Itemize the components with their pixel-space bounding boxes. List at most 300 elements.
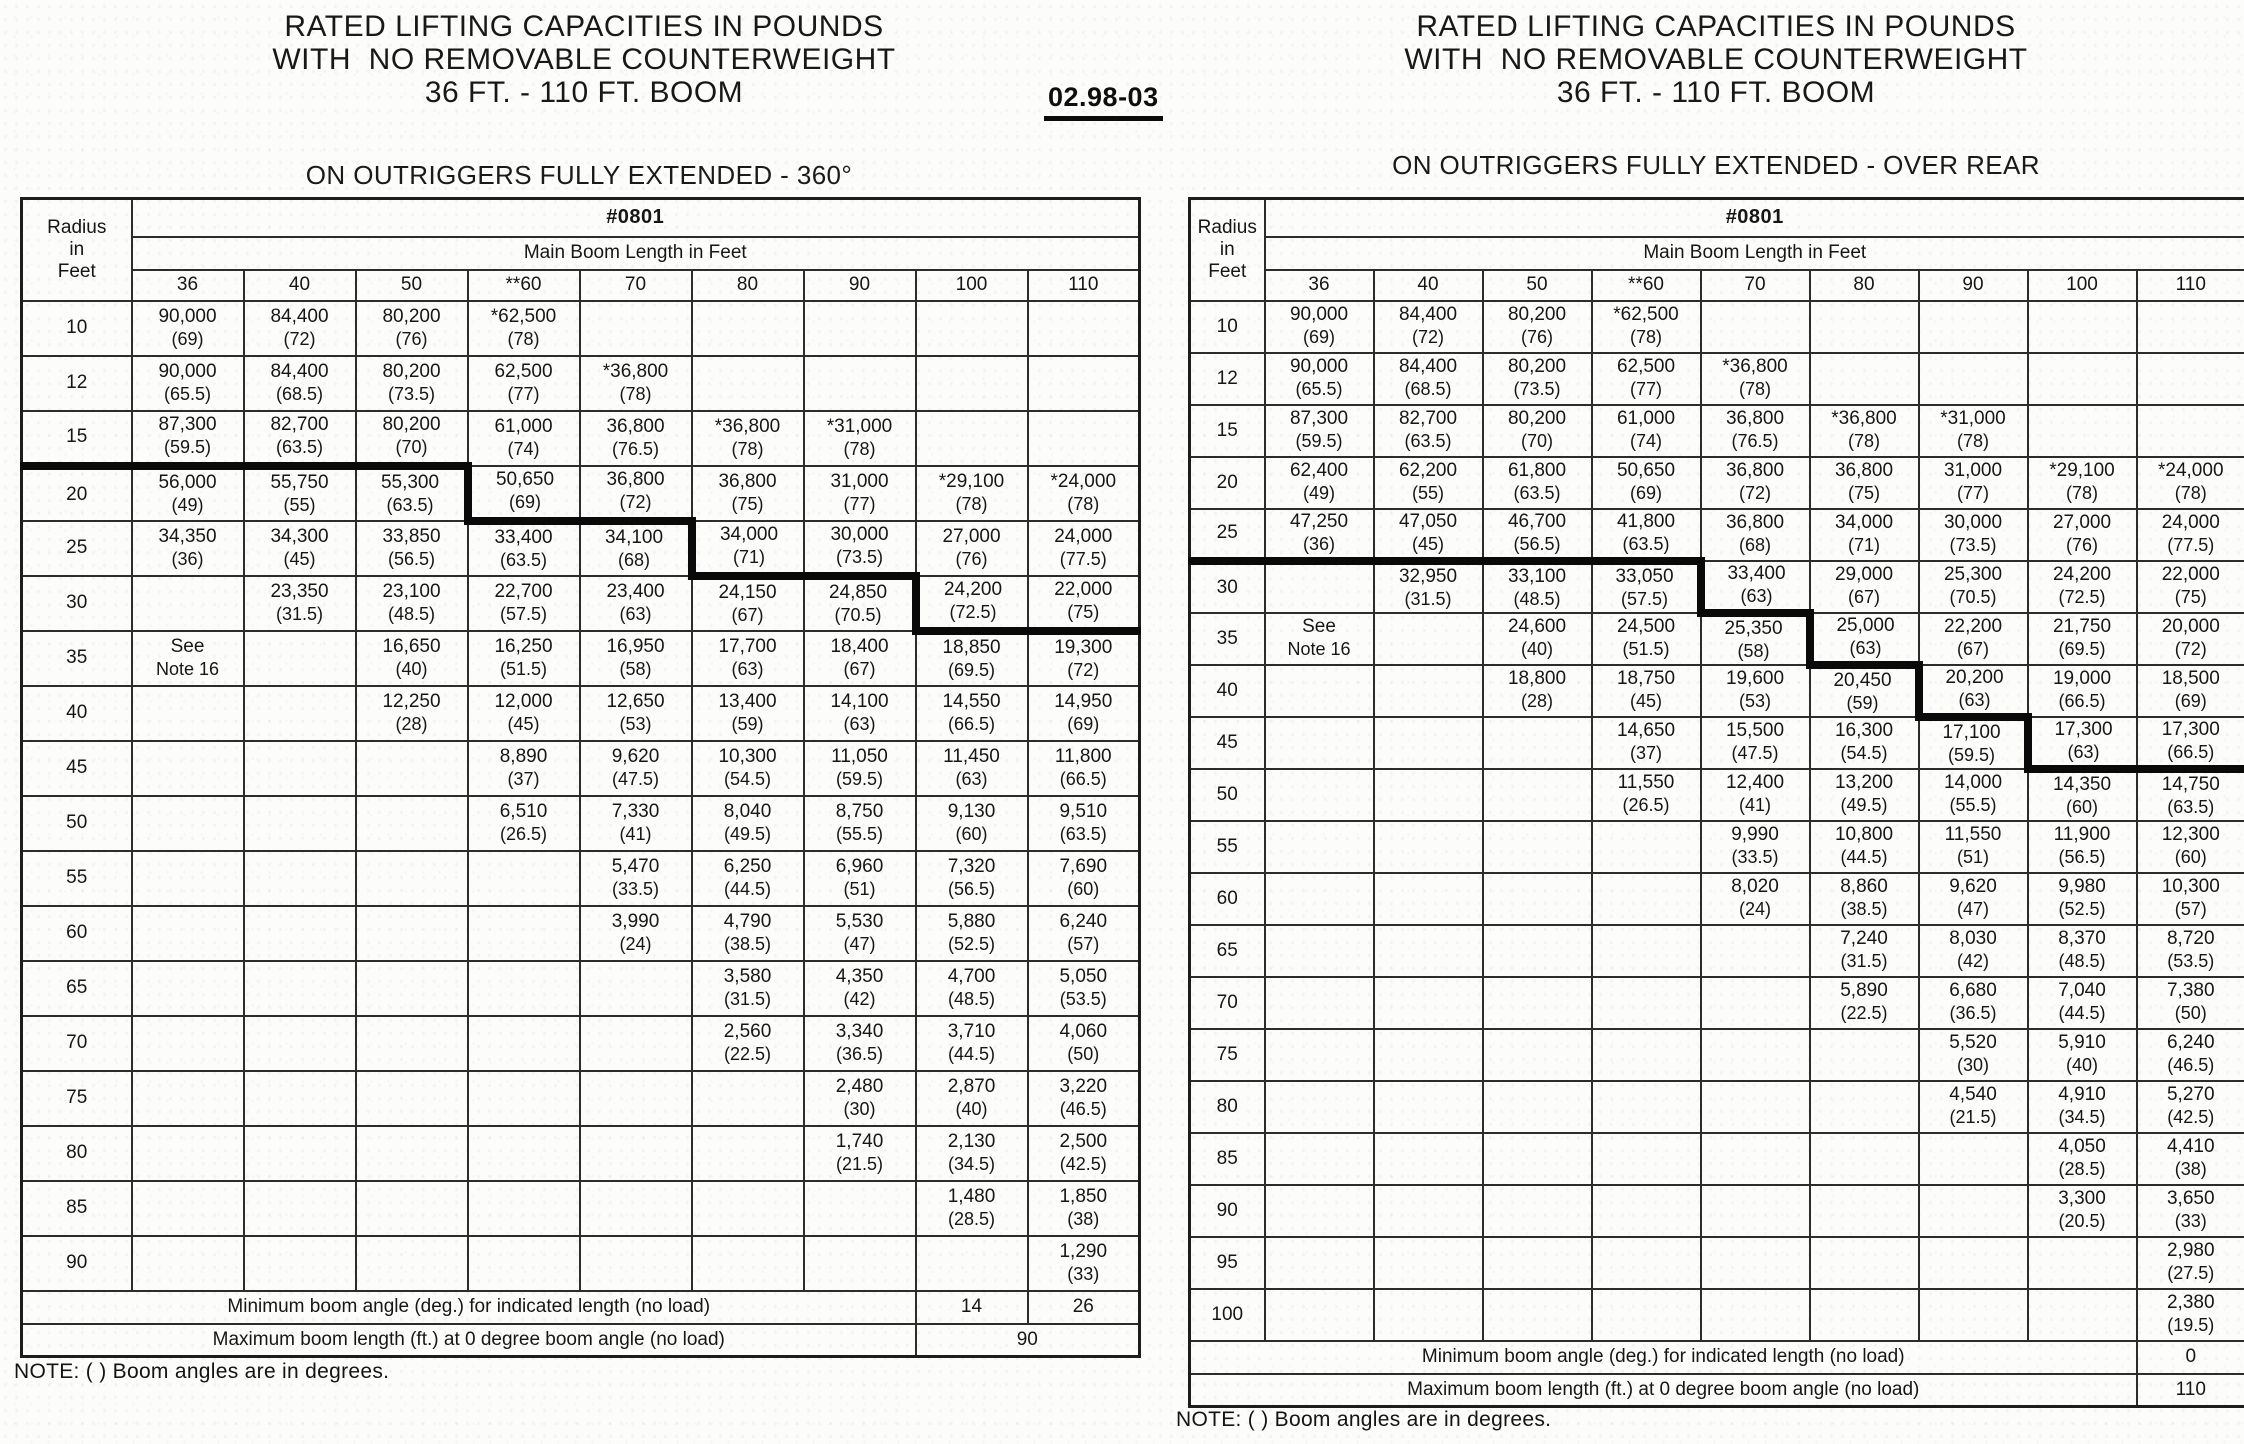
capacity-value: 61,800	[1507, 460, 1567, 481]
capacity-value: 10,800	[1834, 824, 1894, 845]
capacity-cell	[804, 576, 916, 631]
capacity-cell	[2137, 873, 2244, 925]
capacity-cell	[1374, 457, 1483, 509]
capacity-value: 11,800	[1054, 745, 1112, 767]
capacity-value: 4,350	[835, 965, 884, 987]
table-row	[1190, 405, 2244, 457]
capacity-cell-empty	[1592, 1289, 1701, 1341]
capacity-cell	[692, 906, 804, 961]
boom-angle: (40)	[395, 658, 428, 679]
boom-angle: (26.5)	[1622, 795, 1670, 815]
capacity-value: 50,650	[1616, 460, 1676, 481]
capacity-value: 82,700	[1398, 408, 1458, 429]
boom-angle: (36.5)	[835, 1043, 884, 1064]
capacity-table-over-rear	[1188, 197, 2244, 1408]
footer-row	[1190, 1341, 2244, 1374]
capacity-cell-empty	[468, 961, 580, 1016]
radius-cell: 15	[1190, 405, 1265, 457]
boom-length-header: 36	[1265, 270, 1374, 301]
boom-angle: (76)	[2065, 535, 2098, 555]
boom-angle: (71)	[732, 547, 765, 567]
capacity-cell	[1483, 613, 1592, 665]
capacity-value: 25,350	[1724, 617, 1783, 639]
capacity-cell-empty	[692, 1126, 804, 1181]
boom-angle: (40)	[955, 1098, 988, 1119]
table-row	[1190, 977, 2244, 1029]
boom-angle: (72)	[1411, 327, 1444, 347]
boom-angle: (77.5)	[1059, 548, 1107, 569]
capacity-cell	[468, 521, 580, 576]
boom-angle: (63.5)	[1404, 431, 1452, 451]
boom-angle: (65.5)	[1295, 379, 1343, 399]
capacity-value: 4,910	[2058, 1084, 2106, 1105]
capacity-cell-empty	[1592, 873, 1701, 925]
boom-angle: (78)	[1847, 431, 1880, 451]
capacity-cell	[1028, 1181, 1140, 1236]
boom-angle: (33)	[2174, 1211, 2207, 1231]
capacity-value: 14,750	[2161, 773, 2220, 795]
boom-angle: (49)	[1302, 483, 1335, 503]
capacity-cell-empty	[580, 301, 692, 356]
capacity-value: 20,000	[2161, 616, 2220, 637]
capacity-cell-empty	[1701, 1133, 1810, 1185]
capacity-value: *36,800	[1831, 408, 1897, 429]
boom-angle: (77.5)	[2167, 535, 2215, 555]
capacity-value: 36,800	[606, 415, 665, 437]
boom-angle: (63.5)	[1059, 823, 1107, 844]
boom-angle: (21.5)	[835, 1153, 884, 1174]
capacity-cell-empty	[1701, 301, 1810, 353]
capacity-cell-empty	[1919, 353, 2028, 405]
boom-angle: (47.5)	[1731, 743, 1779, 763]
boom-angle: (77)	[1956, 483, 1989, 503]
model-header: #0801	[132, 199, 1140, 237]
capacity-cell	[132, 301, 244, 356]
capacity-value: 13,200	[1834, 772, 1894, 793]
boom-angle: (67)	[1847, 587, 1880, 607]
capacity-cell	[2028, 977, 2137, 1029]
capacity-value: 8,750	[835, 800, 884, 822]
boom-angle: (19.5)	[2167, 1315, 2215, 1335]
capacity-cell	[468, 466, 580, 521]
capacity-value: 1,290	[1059, 1240, 1108, 1262]
capacity-value: 5,470	[611, 855, 660, 877]
capacity-cell-empty	[1810, 1133, 1919, 1185]
capacity-cell-empty	[1701, 1289, 1810, 1341]
capacity-cell	[132, 521, 244, 576]
capacity-value: 17,700	[718, 635, 777, 657]
capacity-cell-empty	[356, 1181, 468, 1236]
capacity-cell-empty	[1265, 821, 1374, 873]
capacity-value: 14,350	[2052, 773, 2112, 795]
boom-length-header: **60	[468, 270, 580, 301]
capacity-value: 2,870	[947, 1075, 996, 1097]
capacity-cell	[1919, 405, 2028, 457]
boom-angle: (70.5)	[834, 605, 882, 625]
capacity-cell-empty	[916, 356, 1028, 411]
capacity-cell	[916, 961, 1028, 1016]
capacity-cell	[2028, 665, 2137, 717]
capacity-cell	[1919, 873, 2028, 925]
capacity-cell	[580, 796, 692, 851]
capacity-cell-empty	[1592, 1185, 1701, 1237]
capacity-value: 16,300	[1834, 720, 1894, 741]
radius-cell: 70	[22, 1016, 132, 1071]
boom-angle: (41)	[1738, 795, 1771, 815]
capacity-cell	[1028, 631, 1140, 686]
capacity-value: 87,300	[158, 414, 217, 435]
capacity-cell-empty	[132, 1016, 244, 1071]
capacity-cell	[580, 741, 692, 796]
capacity-cell	[692, 576, 804, 631]
capacity-value: 80,200	[1507, 304, 1567, 325]
table-row	[22, 1071, 1140, 1126]
radius-cell: 50	[1190, 769, 1265, 821]
boom-angle: (36)	[1302, 533, 1335, 554]
capacity-cell	[2137, 1237, 2244, 1289]
capacity-cell	[580, 631, 692, 686]
capacity-value: 12,650	[606, 690, 665, 712]
capacity-cell-empty	[692, 1071, 804, 1126]
boom-angle: (74)	[1629, 431, 1662, 451]
capacity-value: 12,300	[2161, 824, 2220, 845]
capacity-cell	[356, 466, 468, 521]
capacity-cell-empty	[1483, 717, 1592, 769]
capacity-value: 20,450	[1833, 669, 1892, 691]
capacity-cell-empty	[244, 796, 356, 851]
footer-label: Minimum boom angle (deg.) for indicated length (no load)	[22, 1291, 916, 1324]
capacity-value: 3,580	[723, 965, 772, 987]
capacity-cell-empty	[1483, 1081, 1592, 1133]
boom-angle: (72)	[1067, 660, 1100, 680]
capacity-cell	[804, 796, 916, 851]
capacity-value: 3,990	[611, 910, 660, 932]
table-row	[22, 411, 1140, 466]
boom-angle: (40)	[2065, 1055, 2098, 1075]
table-row	[22, 741, 1140, 796]
table-row	[22, 796, 1140, 851]
capacity-value: 5,880	[947, 910, 996, 932]
capacity-cell	[1374, 301, 1483, 353]
capacity-cell	[2137, 665, 2244, 717]
boom-angle: (47)	[843, 933, 876, 954]
capacity-cell-empty	[1701, 1081, 1810, 1133]
table-row	[22, 906, 1140, 961]
capacity-cell	[580, 906, 692, 961]
boom-angle: (31.5)	[1840, 951, 1888, 971]
capacity-cell	[2028, 769, 2137, 821]
capacity-value: 8,720	[2166, 928, 2215, 949]
capacity-cell	[1592, 509, 1701, 561]
capacity-cell-empty	[916, 1236, 1028, 1291]
boom-angle: (66.5)	[2167, 741, 2215, 762]
boom-angle: (52.5)	[2058, 899, 2106, 919]
capacity-value: 27,000	[2052, 512, 2112, 533]
boom-length-header: 90	[804, 270, 916, 301]
table-row	[1190, 925, 2244, 977]
boom-angle: (59)	[731, 713, 764, 734]
capacity-cell	[1810, 717, 1919, 769]
capacity-cell-empty	[1701, 977, 1810, 1029]
capacity-value: 34,000	[719, 524, 779, 545]
capacity-value: 4,700	[947, 965, 996, 987]
capacity-cell	[1701, 873, 1810, 925]
table-row	[1190, 1081, 2244, 1133]
boom-angle: (58)	[619, 658, 652, 679]
capacity-cell	[692, 631, 804, 686]
boom-angle: (63)	[2067, 741, 2100, 762]
radius-cell: 35	[22, 631, 132, 686]
boom-angle: (38)	[1067, 1208, 1100, 1229]
capacity-cell-empty	[1483, 1289, 1592, 1341]
footer-label: Maximum boom length (ft.) at 0 degree boom angle (no load)	[1190, 1374, 2137, 1407]
capacity-cell	[1028, 466, 1140, 521]
capacity-cell	[1701, 821, 1810, 873]
capacity-cell	[468, 356, 580, 411]
title-line: WITH NO REMOVABLE COUNTERWEIGHT	[272, 43, 896, 76]
capacity-cell-empty	[580, 961, 692, 1016]
boom-angle: (47.5)	[611, 768, 660, 789]
capacity-value: 18,400	[830, 635, 889, 657]
boom-angle: (49)	[171, 495, 204, 515]
capacity-cell-empty	[1374, 925, 1483, 977]
capacity-value: 5,520	[1949, 1032, 1997, 1053]
radius-cell: 90	[22, 1236, 132, 1291]
radius-cell: 12	[22, 356, 132, 411]
capacity-cell	[916, 1016, 1028, 1071]
boom-angle: (60)	[1067, 878, 1100, 899]
radius-cell: 60	[1190, 873, 1265, 925]
boom-angle: (34.5)	[2058, 1107, 2106, 1127]
capacity-value: 18,500	[2161, 668, 2220, 689]
capacity-value: 7,380	[2166, 980, 2215, 1001]
capacity-cell-empty	[1028, 356, 1140, 411]
capacity-cell-empty	[2137, 405, 2244, 457]
boom-angle: (68.5)	[1404, 379, 1452, 399]
capacity-value: 80,200	[382, 305, 441, 327]
capacity-cell	[916, 631, 1028, 686]
table-row	[22, 851, 1140, 906]
capacity-value: 46,700	[1507, 510, 1567, 532]
boom-angle: (78)	[1956, 431, 1989, 451]
capacity-cell-empty	[132, 686, 244, 741]
capacity-cell	[1919, 509, 2028, 561]
boom-angle: (75)	[731, 493, 764, 514]
capacity-cell-empty	[1701, 1185, 1810, 1237]
radius-cell: 20	[1190, 457, 1265, 509]
boom-angle: (74)	[507, 438, 540, 459]
capacity-value: 9,510	[1059, 800, 1108, 822]
capacity-cell	[356, 301, 468, 356]
capacity-value: 30,000	[1943, 512, 2003, 533]
capacity-cell	[1592, 457, 1701, 509]
capacity-cell	[1919, 717, 2028, 769]
capacity-cell-empty	[1810, 1081, 1919, 1133]
capacity-value: 34,000	[1834, 512, 1894, 533]
capacity-value: 90,000	[1289, 356, 1349, 377]
boom-angle: (45)	[1629, 691, 1662, 711]
capacity-cell	[1028, 906, 1140, 961]
capacity-cell	[2028, 821, 2137, 873]
capacity-value: 24,600	[1507, 616, 1567, 637]
table-row	[22, 1016, 1140, 1071]
capacity-cell-empty	[580, 1071, 692, 1126]
title-line: 36 FT. - 110 FT. BOOM	[1556, 76, 1876, 109]
capacity-cell	[2137, 457, 2244, 509]
boom-angle: Note 16	[155, 658, 220, 679]
capacity-value: 29,000	[1834, 564, 1894, 585]
capacity-cell-empty	[468, 906, 580, 961]
boom-angle: (44.5)	[1840, 847, 1888, 867]
capacity-value: 12,250	[382, 690, 441, 712]
boom-angle: (78)	[1067, 493, 1100, 514]
boom-angle: (54.5)	[723, 768, 772, 789]
table-row	[22, 686, 1140, 741]
boom-angle: (33.5)	[611, 878, 660, 899]
boom-angle: (70)	[1520, 431, 1553, 451]
capacity-cell-empty	[244, 1126, 356, 1181]
boom-angle: (28.5)	[2058, 1159, 2106, 1179]
capacity-cell	[916, 686, 1028, 741]
footer-value: 14	[916, 1291, 1028, 1324]
capacity-cell	[580, 851, 692, 906]
capacity-cell	[1701, 457, 1810, 509]
boom-angle: (38.5)	[723, 933, 772, 954]
boom-angle: (20.5)	[2058, 1211, 2106, 1231]
capacity-cell	[1265, 509, 1374, 561]
capacity-value: 6,960	[835, 855, 884, 877]
capacity-cell-empty	[1374, 1029, 1483, 1081]
capacity-value: 24,850	[828, 582, 888, 603]
capacity-cell-empty	[916, 411, 1028, 466]
capacity-cell	[1810, 873, 1919, 925]
capacity-value: 6,680	[1949, 980, 1997, 1001]
capacity-cell	[2028, 561, 2137, 613]
boom-angle: (76.5)	[611, 438, 660, 459]
capacity-value: 34,300	[270, 525, 329, 547]
radius-cell: 75	[1190, 1029, 1265, 1081]
capacity-cell-empty	[2028, 405, 2137, 457]
left-table-note: NOTE: ( ) Boom angles are in degrees.	[14, 1360, 390, 1383]
capacity-cell	[468, 576, 580, 631]
capacity-value: 36,800	[606, 469, 665, 490]
capacity-value: 21,750	[2052, 616, 2112, 637]
boom-angle: (68.5)	[275, 383, 324, 404]
capacity-cell	[1483, 457, 1592, 509]
capacity-cell	[1028, 741, 1140, 796]
boom-angle: (59.5)	[835, 768, 884, 789]
capacity-value: *31,000	[826, 415, 893, 437]
capacity-cell	[1028, 521, 1140, 576]
capacity-value: 50,650	[495, 469, 555, 490]
capacity-value: 10,300	[718, 745, 777, 767]
boom-angle: (57)	[2174, 899, 2207, 919]
capacity-value: 2,480	[835, 1075, 884, 1097]
capacity-cell-empty	[1483, 1029, 1592, 1081]
boom-angle: (51.5)	[1622, 639, 1670, 659]
capacity-cell	[468, 796, 580, 851]
capacity-cell	[1701, 405, 1810, 457]
boom-angle: (53.5)	[2167, 951, 2215, 971]
model-header: #0801	[1265, 199, 2244, 237]
capacity-cell-empty	[1810, 1029, 1919, 1081]
boom-angle: (42.5)	[2167, 1107, 2215, 1127]
boom-length-header: 100	[916, 270, 1028, 301]
capacity-cell-empty	[1592, 821, 1701, 873]
right-table-subtitle: ON OUTRIGGERS FULLY EXTENDED - OVER REAR	[1392, 150, 2040, 180]
capacity-value: 18,850	[942, 637, 1001, 658]
radius-cell: 40	[1190, 665, 1265, 717]
capacity-cell	[804, 906, 916, 961]
capacity-value: 4,410	[2166, 1136, 2215, 1157]
boom-angle: (66.5)	[2058, 691, 2106, 711]
capacity-value: 7,320	[947, 855, 996, 877]
capacity-value: 8,370	[2058, 928, 2106, 949]
boom-angle: (44.5)	[723, 878, 772, 899]
boom-angle: (69)	[1067, 713, 1100, 734]
capacity-cell-empty	[132, 741, 244, 796]
boom-angle: (56.5)	[947, 878, 996, 899]
capacity-cell-empty	[468, 1181, 580, 1236]
capacity-cell-empty	[1374, 873, 1483, 925]
boom-angle: (51)	[843, 878, 876, 899]
boom-angle: (65.5)	[163, 383, 212, 404]
capacity-value: 90,000	[158, 305, 217, 327]
capacity-cell	[132, 356, 244, 411]
table-row	[1190, 769, 2244, 821]
capacity-cell	[1701, 769, 1810, 821]
capacity-cell	[1592, 301, 1701, 353]
boom-angle: (73.5)	[1949, 535, 1997, 555]
capacity-value: *31,000	[1940, 408, 2006, 429]
capacity-cell-empty	[1810, 353, 1919, 405]
boom-angle: (59.5)	[163, 437, 212, 457]
capacity-value: 24,200	[2052, 564, 2112, 585]
boom-angle: (46.5)	[1059, 1098, 1107, 1119]
capacity-value: 14,950	[1054, 690, 1113, 712]
capacity-value: *36,800	[714, 415, 781, 437]
capacity-cell	[356, 631, 468, 686]
boom-angle: (55)	[283, 495, 316, 515]
radius-cell: 75	[22, 1071, 132, 1126]
boom-angle: (33)	[1067, 1263, 1100, 1284]
capacity-value: 25,000	[1836, 614, 1895, 636]
capacity-cell	[1810, 561, 1919, 613]
boom-angle: (63.5)	[386, 495, 434, 515]
capacity-value: 11,550	[1617, 772, 1675, 793]
capacity-cell-empty	[1374, 665, 1483, 717]
radius-cell: 25	[1190, 509, 1265, 561]
radius-cell: 85	[1190, 1133, 1265, 1185]
capacity-value: 2,380	[2166, 1292, 2215, 1313]
capacity-cell-empty	[1374, 769, 1483, 821]
radius-cell: 12	[1190, 353, 1265, 405]
radius-cell: 25	[22, 521, 132, 576]
table-row	[1190, 873, 2244, 925]
capacity-cell	[2137, 1029, 2244, 1081]
boom-angle: (63.5)	[1513, 483, 1561, 503]
boom-angle: (63.5)	[2167, 796, 2215, 817]
boom-length-header: 50	[1483, 270, 1592, 301]
radius-cell: 80	[22, 1126, 132, 1181]
capacity-cell	[580, 686, 692, 741]
capacity-value: 41,800	[1616, 510, 1676, 532]
capacity-cell-empty	[1265, 1133, 1374, 1185]
capacity-cell-empty	[132, 1181, 244, 1236]
capacity-cell	[916, 521, 1028, 576]
capacity-cell-empty	[132, 576, 244, 631]
capacity-value: 1,740	[835, 1130, 884, 1152]
